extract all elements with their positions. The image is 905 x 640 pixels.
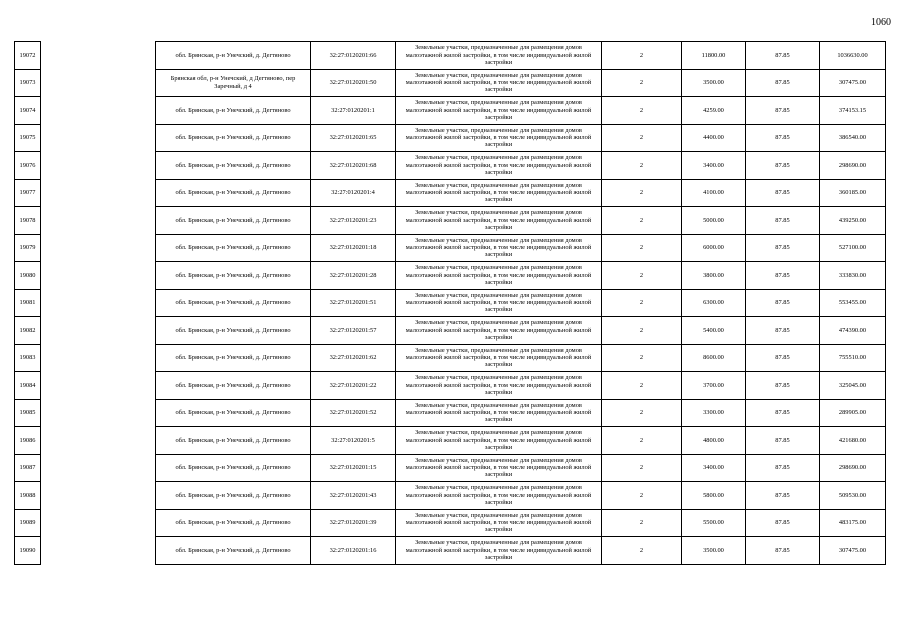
area-cell: 3800.00 [682, 262, 746, 290]
cadastral-value-cell: 360185.00 [820, 179, 886, 207]
table-row [15, 454, 886, 482]
group-cell: 2 [602, 482, 682, 510]
specific-value-cell: 87.85 [746, 42, 820, 70]
area-cell: 3700.00 [682, 372, 746, 400]
spacer-cell [41, 454, 156, 482]
area-cell: 3400.00 [682, 454, 746, 482]
group-cell: 2 [602, 289, 682, 317]
group-cell: 2 [602, 207, 682, 235]
spacer-cell [41, 509, 156, 537]
group-cell: 2 [602, 262, 682, 290]
spacer-cell [41, 262, 156, 290]
address-cell: обл. Брянская, р-н Унечский, д. Дегтяново [156, 482, 311, 510]
specific-value-cell: 87.85 [746, 262, 820, 290]
land-use-cell: Земельные участки, предназначенные для размещения домов малоэтажной жилой застройки, в том числе индивидуальной жилой застройки [396, 179, 602, 207]
table-row [15, 69, 886, 97]
group-cell: 2 [602, 344, 682, 372]
table-row [15, 42, 886, 70]
area-cell: 8600.00 [682, 344, 746, 372]
area-cell: 5000.00 [682, 207, 746, 235]
spacer-cell [41, 289, 156, 317]
cadastral-value-cell: 333830.00 [820, 262, 886, 290]
group-cell: 2 [602, 69, 682, 97]
group-cell: 2 [602, 427, 682, 455]
specific-value-cell: 87.85 [746, 454, 820, 482]
table-row [15, 124, 886, 152]
table-row [15, 537, 886, 565]
cadastral-value-cell: 527100.00 [820, 234, 886, 262]
land-use-cell: Земельные участки, предназначенные для размещения домов малоэтажной жилой застройки, в том числе индивидуальной жилой застройки [396, 97, 602, 125]
record-number: 19087 [15, 454, 41, 482]
spacer-cell [41, 427, 156, 455]
specific-value-cell: 87.85 [746, 207, 820, 235]
area-cell: 4259.00 [682, 97, 746, 125]
table-row [15, 179, 886, 207]
table-row [15, 262, 886, 290]
address-cell: обл. Брянская, р-н Унечский, д. Дегтяново [156, 537, 311, 565]
cadastral-value-cell: 307475.00 [820, 69, 886, 97]
record-number: 19079 [15, 234, 41, 262]
group-cell: 2 [602, 372, 682, 400]
group-cell: 2 [602, 124, 682, 152]
cadastral-number-cell: 32:27:0120201:22 [311, 372, 396, 400]
table-row [15, 482, 886, 510]
spacer-cell [41, 207, 156, 235]
record-number: 19086 [15, 427, 41, 455]
record-number: 19076 [15, 152, 41, 180]
cadastral-value-cell: 374153.15 [820, 97, 886, 125]
cadastral-number-cell: 32:27:0120201:16 [311, 537, 396, 565]
cadastral-number-cell: 32:27:0120201:50 [311, 69, 396, 97]
cadastral-value-cell: 483175.00 [820, 509, 886, 537]
spacer-cell [41, 97, 156, 125]
group-cell: 2 [602, 152, 682, 180]
cadastral-number-cell: 32:27:0120201:15 [311, 454, 396, 482]
land-use-cell: Земельные участки, предназначенные для размещения домов малоэтажной жилой застройки, в том числе индивидуальной жилой застройки [396, 399, 602, 427]
group-cell: 2 [602, 42, 682, 70]
record-number: 19083 [15, 344, 41, 372]
area-cell: 5500.00 [682, 509, 746, 537]
table-row [15, 509, 886, 537]
address-cell: обл. Брянская, р-н Унечский, д. Дегтяново [156, 152, 311, 180]
cadastral-value-cell: 307475.00 [820, 537, 886, 565]
page-number: 1060 [871, 17, 891, 28]
area-cell: 3400.00 [682, 152, 746, 180]
group-cell: 2 [602, 179, 682, 207]
record-number: 19088 [15, 482, 41, 510]
record-number: 19075 [15, 124, 41, 152]
record-number: 19089 [15, 509, 41, 537]
specific-value-cell: 87.85 [746, 69, 820, 97]
area-cell: 4800.00 [682, 427, 746, 455]
land-use-cell: Земельные участки, предназначенные для размещения домов малоэтажной жилой застройки, в том числе индивидуальной жилой застройки [396, 344, 602, 372]
land-use-cell: Земельные участки, предназначенные для размещения домов малоэтажной жилой застройки, в том числе индивидуальной жилой застройки [396, 482, 602, 510]
area-cell: 3500.00 [682, 69, 746, 97]
spacer-cell [41, 317, 156, 345]
land-use-cell: Земельные участки, предназначенные для размещения домов малоэтажной жилой застройки, в том числе индивидуальной жилой застройки [396, 537, 602, 565]
spacer-cell [41, 179, 156, 207]
table-row [15, 97, 886, 125]
cadastral-number-cell: 32:27:0120201:52 [311, 399, 396, 427]
record-number: 19084 [15, 372, 41, 400]
table-row [15, 207, 886, 235]
cadastral-number-cell: 32:27:0120201:28 [311, 262, 396, 290]
cadastral-value-cell: 298690.00 [820, 152, 886, 180]
cadastral-value-table [14, 41, 886, 565]
address-cell: обл. Брянская, р-н Унечский, д. Дегтяново [156, 97, 311, 125]
group-cell: 2 [602, 234, 682, 262]
specific-value-cell: 87.85 [746, 344, 820, 372]
specific-value-cell: 87.85 [746, 317, 820, 345]
cadastral-number-cell: 32:27:0120201:62 [311, 344, 396, 372]
spacer-cell [41, 399, 156, 427]
area-cell: 6300.00 [682, 289, 746, 317]
land-use-cell: Земельные участки, предназначенные для размещения домов малоэтажной жилой застройки, в том числе индивидуальной жилой застройки [396, 207, 602, 235]
group-cell: 2 [602, 317, 682, 345]
cadastral-value-cell: 421680.00 [820, 427, 886, 455]
record-number: 19085 [15, 399, 41, 427]
group-cell: 2 [602, 399, 682, 427]
record-number: 19077 [15, 179, 41, 207]
specific-value-cell: 87.85 [746, 152, 820, 180]
cadastral-value-cell: 474390.00 [820, 317, 886, 345]
address-cell: обл. Брянская, р-н Унечский, д. Дегтяново [156, 179, 311, 207]
area-cell: 5800.00 [682, 482, 746, 510]
specific-value-cell: 87.85 [746, 427, 820, 455]
specific-value-cell: 87.85 [746, 509, 820, 537]
address-cell: обл. Брянская, р-н Унечский, д. Дегтяново [156, 124, 311, 152]
record-number: 19073 [15, 69, 41, 97]
specific-value-cell: 87.85 [746, 124, 820, 152]
address-cell: обл. Брянская, р-н Унечский, д. Дегтяново [156, 372, 311, 400]
land-use-cell: Земельные участки, предназначенные для размещения домов малоэтажной жилой застройки, в том числе индивидуальной жилой застройки [396, 152, 602, 180]
group-cell: 2 [602, 97, 682, 125]
group-cell: 2 [602, 537, 682, 565]
address-cell: обл. Брянская, р-н Унечский, д. Дегтяново [156, 207, 311, 235]
spacer-cell [41, 124, 156, 152]
table-row [15, 234, 886, 262]
cadastral-number-cell: 32:27:0120201:51 [311, 289, 396, 317]
land-use-cell: Земельные участки, предназначенные для размещения домов малоэтажной жилой застройки, в том числе индивидуальной жилой застройки [396, 317, 602, 345]
area-cell: 4100.00 [682, 179, 746, 207]
table-row [15, 427, 886, 455]
spacer-cell [41, 234, 156, 262]
table-row [15, 289, 886, 317]
cadastral-value-cell: 289905.00 [820, 399, 886, 427]
cadastral-value-cell: 755510.00 [820, 344, 886, 372]
area-cell: 3500.00 [682, 537, 746, 565]
land-use-cell: Земельные участки, предназначенные для размещения домов малоэтажной жилой застройки, в том числе индивидуальной жилой застройки [396, 509, 602, 537]
cadastral-value-cell: 439250.00 [820, 207, 886, 235]
specific-value-cell: 87.85 [746, 97, 820, 125]
address-cell: обл. Брянская, р-н Унечский, д. Дегтяново [156, 509, 311, 537]
table-body [15, 42, 886, 565]
cadastral-value-cell: 553455.00 [820, 289, 886, 317]
record-number: 19082 [15, 317, 41, 345]
cadastral-number-cell: 32:27:0120201:57 [311, 317, 396, 345]
land-use-cell: Земельные участки, предназначенные для размещения домов малоэтажной жилой застройки, в том числе индивидуальной жилой застройки [396, 69, 602, 97]
record-number: 19081 [15, 289, 41, 317]
cadastral-number-cell: 32:27:0120201:43 [311, 482, 396, 510]
address-cell: обл. Брянская, р-н Унечский, д. Дегтяново [156, 42, 311, 70]
spacer-cell [41, 537, 156, 565]
cadastral-number-cell: 32:27:0120201:66 [311, 42, 396, 70]
land-use-cell: Земельные участки, предназначенные для размещения домов малоэтажной жилой застройки, в том числе индивидуальной жилой застройки [396, 234, 602, 262]
group-cell: 2 [602, 454, 682, 482]
specific-value-cell: 87.85 [746, 537, 820, 565]
land-use-cell: Земельные участки, предназначенные для размещения домов малоэтажной жилой застройки, в том числе индивидуальной жилой застройки [396, 124, 602, 152]
cadastral-number-cell: 32:27:0120201:65 [311, 124, 396, 152]
specific-value-cell: 87.85 [746, 372, 820, 400]
area-cell: 11800.00 [682, 42, 746, 70]
address-cell: обл. Брянская, р-н Унечский, д. Дегтяново [156, 399, 311, 427]
specific-value-cell: 87.85 [746, 234, 820, 262]
address-cell: Брянская обл, р-н Унечский, д Дегтяново, пер Заречный, д 4 [156, 69, 311, 97]
record-number: 19078 [15, 207, 41, 235]
record-number: 19072 [15, 42, 41, 70]
cadastral-value-cell: 386540.00 [820, 124, 886, 152]
table-row [15, 152, 886, 180]
land-use-cell: Земельные участки, предназначенные для размещения домов малоэтажной жилой застройки, в том числе индивидуальной жилой застройки [396, 454, 602, 482]
cadastral-number-cell: 32:27:0120201:1 [311, 97, 396, 125]
cadastral-value-cell: 1036630.00 [820, 42, 886, 70]
cadastral-number-cell: 32:27:0120201:18 [311, 234, 396, 262]
area-cell: 3300.00 [682, 399, 746, 427]
cadastral-value-cell: 509530.00 [820, 482, 886, 510]
table-row [15, 399, 886, 427]
area-cell: 6000.00 [682, 234, 746, 262]
cadastral-value-cell: 298690.00 [820, 454, 886, 482]
specific-value-cell: 87.85 [746, 399, 820, 427]
spacer-cell [41, 42, 156, 70]
specific-value-cell: 87.85 [746, 289, 820, 317]
spacer-cell [41, 482, 156, 510]
land-use-cell: Земельные участки, предназначенные для размещения домов малоэтажной жилой застройки, в том числе индивидуальной жилой застройки [396, 427, 602, 455]
record-number: 19080 [15, 262, 41, 290]
table-row [15, 344, 886, 372]
group-cell: 2 [602, 509, 682, 537]
land-use-cell: Земельные участки, предназначенные для размещения домов малоэтажной жилой застройки, в том числе индивидуальной жилой застройки [396, 262, 602, 290]
address-cell: обл. Брянская, р-н Унечский, д. Дегтяново [156, 344, 311, 372]
spacer-cell [41, 152, 156, 180]
land-use-cell: Земельные участки, предназначенные для размещения домов малоэтажной жилой застройки, в том числе индивидуальной жилой застройки [396, 42, 602, 70]
land-use-cell: Земельные участки, предназначенные для размещения домов малоэтажной жилой застройки, в том числе индивидуальной жилой застройки [396, 372, 602, 400]
cadastral-number-cell: 32:27:0120201:4 [311, 179, 396, 207]
address-cell: обл. Брянская, р-н Унечский, д. Дегтяново [156, 317, 311, 345]
area-cell: 4400.00 [682, 124, 746, 152]
table-row [15, 317, 886, 345]
cadastral-number-cell: 32:27:0120201:39 [311, 509, 396, 537]
spacer-cell [41, 69, 156, 97]
address-cell: обл. Брянская, р-н Унечский, д. Дегтяново [156, 262, 311, 290]
spacer-cell [41, 344, 156, 372]
cadastral-number-cell: 32:27:0120201:23 [311, 207, 396, 235]
record-number: 19090 [15, 537, 41, 565]
record-number: 19074 [15, 97, 41, 125]
table-row [15, 372, 886, 400]
address-cell: обл. Брянская, р-н Унечский, д. Дегтяново [156, 289, 311, 317]
cadastral-value-cell: 325045.00 [820, 372, 886, 400]
cadastral-number-cell: 32:27:0120201:5 [311, 427, 396, 455]
specific-value-cell: 87.85 [746, 179, 820, 207]
address-cell: обл. Брянская, р-н Унечский, д. Дегтяново [156, 427, 311, 455]
spacer-cell [41, 372, 156, 400]
specific-value-cell: 87.85 [746, 482, 820, 510]
address-cell: обл. Брянская, р-н Унечский, д. Дегтяново [156, 234, 311, 262]
cadastral-number-cell: 32:27:0120201:68 [311, 152, 396, 180]
land-use-cell: Земельные участки, предназначенные для размещения домов малоэтажной жилой застройки, в том числе индивидуальной жилой застройки [396, 289, 602, 317]
address-cell: обл. Брянская, р-н Унечский, д. Дегтяново [156, 454, 311, 482]
area-cell: 5400.00 [682, 317, 746, 345]
